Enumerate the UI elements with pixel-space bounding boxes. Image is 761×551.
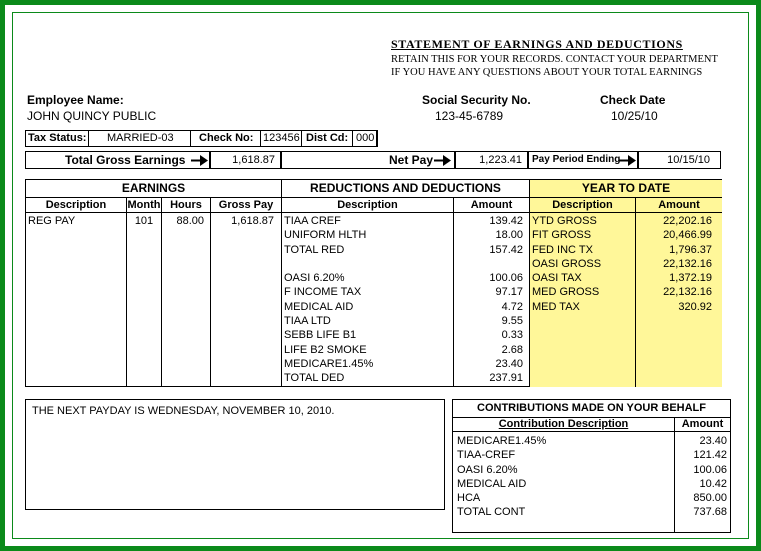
contributions-amount-column xyxy=(675,434,727,520)
contribution-description: MEDICARE1.45% xyxy=(457,435,547,447)
contribution-amount: 737.68 xyxy=(693,506,727,519)
statement-line-1: RETAIN THIS FOR YOUR RECORDS. CONTACT YOUR DEPARTMENT xyxy=(391,54,718,65)
tax-status-value: MARRIED-03 xyxy=(107,132,174,144)
contribution-description: MEDICAL AID xyxy=(457,477,527,490)
statement-title: STATEMENT OF EARNINGS AND DEDUCTIONS xyxy=(391,37,683,51)
ytd-amount: 22,132.16 xyxy=(663,286,712,299)
deduction-amount: 18.00 xyxy=(495,229,523,242)
statement-header xyxy=(391,37,718,78)
earnings-row-gross: 1,618.87 xyxy=(231,215,274,227)
ssn-label: Social Security No. xyxy=(422,93,531,107)
next-payday-message: THE NEXT PAYDAY IS WEDNESDAY, NOVEMBER 10, 2010. xyxy=(32,405,335,417)
ytd-description: OASI TAX xyxy=(532,272,582,285)
contribution-description: TIAA-CREF xyxy=(457,449,516,462)
deductions-col-amount: Amount xyxy=(470,199,513,211)
arrow-right-icon xyxy=(619,154,637,167)
deduction-description xyxy=(284,257,453,271)
earnings-col-month: Month xyxy=(127,199,161,211)
contributions-description-column xyxy=(457,434,672,520)
deduction-amount: 97.17 xyxy=(495,286,523,299)
earnings-row-month: 101 xyxy=(134,215,154,227)
contribution-description: TOTAL CONT xyxy=(457,506,526,519)
contribution-amount: 10.42 xyxy=(699,477,727,490)
contribution-amount: 850.00 xyxy=(693,492,727,505)
check-no-label: Check No: xyxy=(199,132,254,144)
pay-period-label-box xyxy=(528,151,638,169)
deduction-amount: 100.06 xyxy=(489,272,523,285)
check-no-value: 123456 xyxy=(263,132,300,144)
pay-period-value: 10/15/10 xyxy=(667,154,710,166)
deduction-description: MEDICARE1.45% xyxy=(284,357,374,370)
earnings-heading: EARNINGS xyxy=(121,181,186,195)
ytd-amount: 1,796.37 xyxy=(669,243,712,256)
deduction-amount: 2.68 xyxy=(501,343,523,356)
pay-period-value-box xyxy=(638,151,721,169)
earnings-col-description: Description xyxy=(45,199,107,211)
divider xyxy=(453,431,730,432)
contribution-amount: 121.42 xyxy=(693,449,727,462)
ytd-amount: 22,202.16 xyxy=(663,215,712,227)
earnings-deductions-table xyxy=(25,179,722,387)
ytd-amount: 22,132.16 xyxy=(663,257,712,270)
earnings-row-description: REG PAY xyxy=(28,215,76,227)
contribution-description: OASI 6.20% xyxy=(457,463,518,476)
net-pay-value-box xyxy=(455,151,528,169)
deduction-description: TIAA CREF xyxy=(284,215,341,227)
ytd-description: YTD GROSS xyxy=(532,215,597,227)
deduction-amount: 23.40 xyxy=(495,357,523,370)
deduction-amount: 139.42 xyxy=(489,215,523,227)
ytd-col-description: Description xyxy=(552,199,613,211)
deduction-description: TOTAL RED xyxy=(284,243,345,256)
deduction-amount: 4.72 xyxy=(501,300,523,313)
divider xyxy=(26,212,722,213)
arrow-right-icon xyxy=(191,154,209,167)
deduction-description: MEDICAL AID xyxy=(284,300,354,313)
gross-earnings-value-box xyxy=(210,151,281,169)
deduction-amount: 9.55 xyxy=(501,315,523,328)
earnings-col-hours: Hours xyxy=(170,199,202,211)
contribution-amount: 100.06 xyxy=(693,463,727,476)
tax-status-bar xyxy=(25,130,377,147)
message-box xyxy=(25,399,445,510)
ytd-description-column xyxy=(532,214,635,314)
arrow-right-icon xyxy=(434,154,452,167)
pay-period-label: Pay Period Ending xyxy=(532,154,621,165)
deduction-description: F INCOME TAX xyxy=(284,286,362,299)
statement-line-2: IF YOU HAVE ANY QUESTIONS ABOUT YOUR TOTAL EARNINGS xyxy=(391,67,703,78)
dist-cd-label: Dist Cd: xyxy=(306,132,349,144)
check-date-value: 10/25/10 xyxy=(611,109,658,123)
ytd-heading: YEAR TO DATE xyxy=(581,181,671,195)
deduction-amount: 0.33 xyxy=(501,329,523,342)
ytd-amount-column xyxy=(636,214,712,314)
employee-name-label: Employee Name: xyxy=(27,93,124,107)
deductions-description-column xyxy=(284,214,453,386)
deduction-description: OASI 6.20% xyxy=(284,272,345,285)
deduction-amount: 237.91 xyxy=(489,372,523,385)
deduction-description: UNIFORM HLTH xyxy=(284,229,367,242)
ytd-description: FED INC TX xyxy=(532,243,593,256)
deduction-description: SEBB LIFE B1 xyxy=(284,329,357,342)
deductions-col-description: Description xyxy=(337,199,398,211)
ytd-col-amount: Amount xyxy=(658,199,700,211)
contribution-description: HCA xyxy=(457,492,481,505)
ytd-amount: 320.92 xyxy=(678,300,712,313)
deductions-heading: REDUCTIONS AND DEDUCTIONS xyxy=(310,181,501,195)
check-date-label: Check Date xyxy=(600,93,666,107)
ytd-amount: 20,466.99 xyxy=(663,229,712,242)
dist-cd-box xyxy=(352,130,378,147)
tax-status-label: Tax Status: xyxy=(28,132,87,144)
tax-status-box xyxy=(88,130,191,147)
gross-earnings-value: 1,618.87 xyxy=(232,154,275,166)
contribution-amount: 23.40 xyxy=(699,435,727,447)
contributions-col-amount: Amount xyxy=(681,418,724,430)
check-no-box xyxy=(260,130,302,147)
ytd-description: MED GROSS xyxy=(532,286,600,299)
dist-cd-value: 000 xyxy=(356,132,375,144)
divider xyxy=(26,197,722,198)
deduction-amount: 157.42 xyxy=(489,243,523,256)
contributions-col-description: Contribution Description xyxy=(498,418,629,430)
ssn-value: 123-45-6789 xyxy=(435,109,504,123)
deductions-amount-column xyxy=(454,214,523,386)
ytd-description: OASI GROSS xyxy=(532,257,602,270)
deduction-description: TIAA LTD xyxy=(284,315,331,328)
ytd-description: MED TAX xyxy=(532,300,580,313)
contributions-heading: CONTRIBUTIONS MADE ON YOUR BEHALF xyxy=(477,402,706,414)
net-pay-value: 1,223.41 xyxy=(479,154,522,166)
deduction-description: TOTAL DED xyxy=(284,372,345,385)
gross-earnings-label: Total Gross Earnings xyxy=(65,153,186,167)
earnings-row-hours: 88.00 xyxy=(176,215,204,227)
ytd-amount: 1,372.19 xyxy=(669,272,712,285)
gross-earnings-label-box xyxy=(25,151,210,169)
ytd-description: FIT GROSS xyxy=(532,229,592,242)
employee-name: JOHN QUINCY PUBLIC xyxy=(27,109,157,123)
net-pay-label-box xyxy=(281,151,455,169)
earnings-col-gross: Gross Pay xyxy=(218,199,274,211)
contributions-box xyxy=(452,399,731,533)
deduction-amount xyxy=(454,257,523,271)
deduction-description: LIFE B2 SMOKE xyxy=(284,343,367,356)
net-pay-label: Net Pay xyxy=(389,153,434,167)
